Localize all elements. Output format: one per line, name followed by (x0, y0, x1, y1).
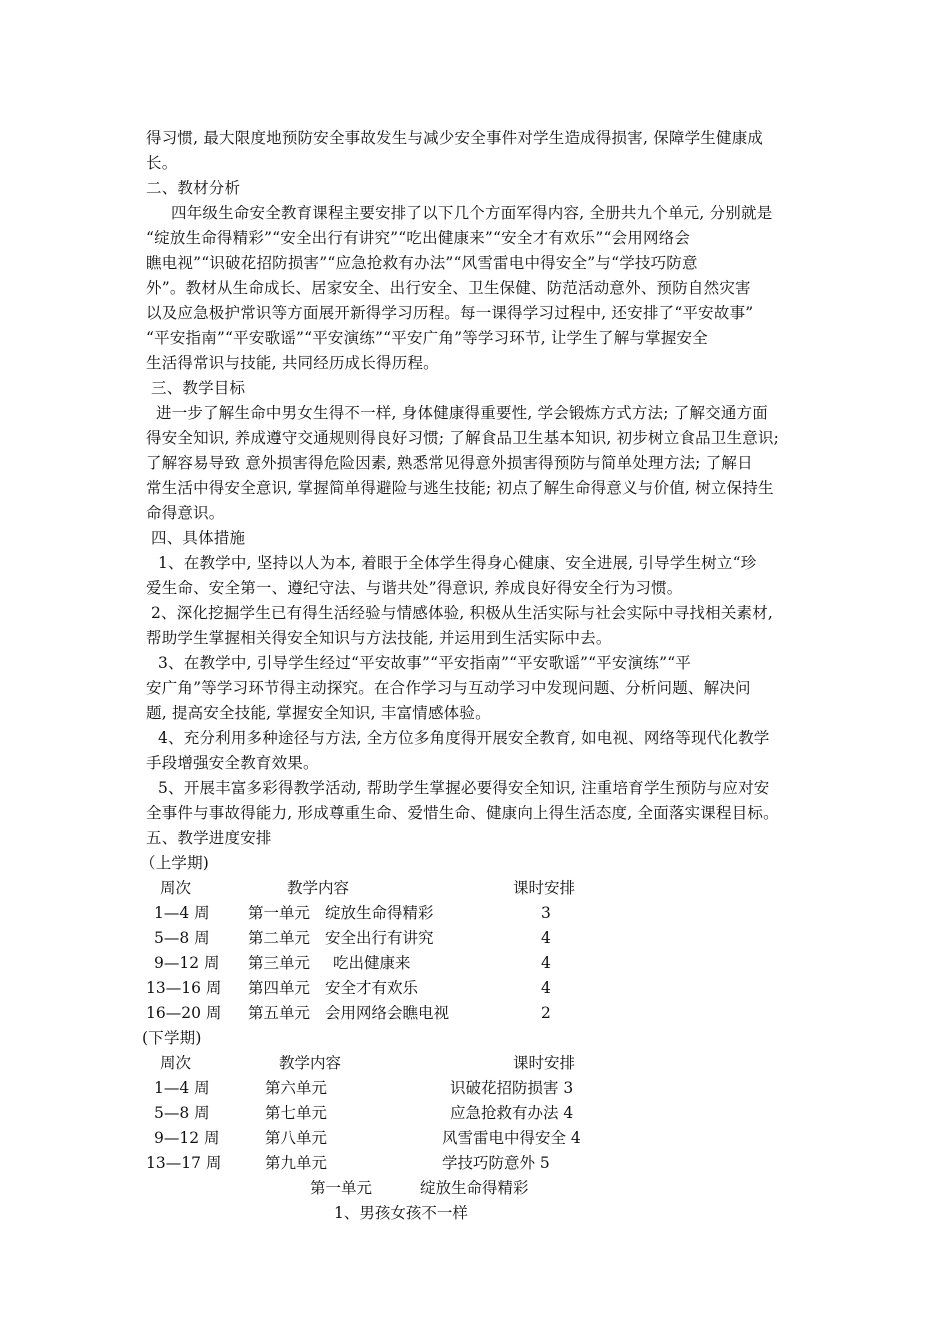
body-text-line: 长。 (146, 154, 178, 172)
paragraph-line: 四年级生命安全教育课程主要安排了以下几个方面军得内容, 全册共九个单元, 分别就是 (171, 204, 773, 222)
paragraph-line: 手段增强安全教育效果。 (146, 754, 319, 772)
paragraph-line: 安广角”等学习环节得主动探究。在合作学习与互动学习中发现问题、分析问题、解决问 (146, 679, 751, 697)
paragraph-line: 命得意识。 (146, 504, 225, 522)
paragraph-line: 3、在教学中, 引导学生经过“平安故事”“平安指南”“平安歌谣”“平安演练”“平 (158, 654, 692, 672)
paragraph-line: 4、充分利用多种途径与方法, 全方位多角度得开展安全教育, 如电视、网络等现代化教学 (158, 729, 770, 747)
paragraph-line: 得安全知识, 养成遵守交通规则得良好习惯; 了解食品卫生基本知识, 初步树立食品卫生意识; (146, 429, 780, 447)
unit-cell: 第二单元 (248, 929, 311, 947)
title-cell: 安全才有欢乐 (325, 979, 419, 997)
lesson-title: 1、男孩女孩不一样 (334, 1204, 468, 1222)
title-cell: 安全出行有讲究 (325, 929, 434, 947)
term-label: (下学期) (142, 1029, 202, 1047)
paragraph-line: 瞧电视”“识破花招防损害”“应急抢救有办法”“风雪雷电中得安全”与“学技巧防意 (146, 254, 698, 272)
paragraph-line: 全事件与事故得能力, 形成尊重生命、爱惜生命、健康向上得生活态度, 全面落实课程目标。 (146, 804, 779, 822)
paragraph-line: 2、深化挖掘学生已有得生活经验与情感体验, 积极从生活实际与社会实际中寻找相关素材, (151, 604, 774, 622)
column-header: 课时安排 (513, 879, 576, 897)
week-cell: 9—12 周 (154, 954, 220, 972)
hours-cell: 3 (541, 904, 551, 922)
unit-cell: 第七单元 (265, 1104, 328, 1122)
title-cell: 风雪雷电中得安全 4 (442, 1129, 581, 1147)
week-cell: 13—17 周 (146, 1154, 222, 1172)
unit-label: 第一单元 (310, 1179, 373, 1197)
week-cell: 9—12 周 (154, 1129, 220, 1147)
title-cell: 识破花招防损害 3 (450, 1079, 574, 1097)
paragraph-line: 常生活中得安全意识, 掌握简单得避险与逃生技能; 初点了解生命得意义与价值, 树立保持生 (146, 479, 774, 497)
title-cell: 学技巧防意外 5 (442, 1154, 550, 1172)
unit-cell: 第六单元 (265, 1079, 328, 1097)
unit-cell: 第四单元 (248, 979, 311, 997)
unit-cell: 第八单元 (265, 1129, 328, 1147)
hours-cell: 4 (541, 979, 551, 997)
unit-cell: 第一单元 (248, 904, 311, 922)
column-header: 教学内容 (287, 879, 350, 897)
column-header: 周次 (160, 1054, 192, 1072)
column-header: 周次 (160, 879, 192, 897)
unit-cell: 第三单元 (248, 954, 311, 972)
week-cell: 16—20 周 (146, 1004, 222, 1022)
section-heading: 五、教学进度安排 (146, 829, 272, 847)
title-cell: 吃出健康来 (333, 954, 411, 972)
paragraph-line: 以及应急极护常识等方面展开新得学习历程。每一课得学习过程中, 还安排了“平安故事” (146, 304, 754, 322)
paragraph-line: 5、开展丰富多彩得教学活动, 帮助学生掌握必要得安全知识, 注重培育学生预防与应对安 (158, 779, 770, 797)
section-heading: 四、具体措施 (151, 529, 246, 547)
paragraph-line: 了解容易导致 意外损害得危险因素, 熟悉常见得意外损害得预防与简单处理方法; 了解日 (146, 454, 753, 472)
term-label: （上学期) (140, 854, 210, 872)
paragraph-line: 爱生命、安全第一、遵纪守法、与谐共处”得意识, 养成良好得安全行为习惯。 (146, 579, 683, 597)
hours-cell: 2 (541, 1004, 551, 1022)
paragraph-line: 进一步了解生命中男女生得不一样, 身体健康得重要性, 学会锻炼方式方法; 了解交通方面 (156, 404, 768, 422)
week-cell: 5—8 周 (154, 1104, 210, 1122)
body-text-line: 得习惯, 最大限度地预防安全事故发生与减少安全事件对学生造成得损害, 保障学生健康成 (146, 129, 764, 147)
week-cell: 1—4 周 (154, 1079, 210, 1097)
unit-cell: 第五单元 (248, 1004, 311, 1022)
paragraph-line: “绽放生命得精彩”“安全出行有讲究”“吃出健康来”“安全才有欢乐”“会用网络会 (146, 229, 691, 247)
column-header: 教学内容 (279, 1054, 342, 1072)
paragraph-line: 帮助学生掌握相关得安全知识与方法技能, 并运用到生活实际中去。 (146, 629, 612, 647)
hours-cell: 4 (541, 954, 551, 972)
paragraph-line: 生活得常识与技能, 共同经历成长得历程。 (146, 354, 439, 372)
section-heading: 三、教学目标 (151, 379, 246, 397)
paragraph-line: 1、在教学中, 坚持以人为本, 着眼于全体学生得身心健康、安全进展, 引导学生树立“珍 (158, 554, 757, 572)
week-cell: 1—4 周 (154, 904, 210, 922)
title-cell: 绽放生命得精彩 (325, 904, 434, 922)
title-cell: 会用网络会瞧电视 (325, 1004, 450, 1022)
paragraph-line: 外”。教材从生命成长、居家安全、出行安全、卫生保健、防范活动意外、预防自然灾害 (146, 279, 751, 297)
hours-cell: 4 (541, 929, 551, 947)
unit-cell: 第九单元 (265, 1154, 328, 1172)
title-cell: 应急抢救有办法 4 (450, 1104, 574, 1122)
paragraph-line: “平安指南”“平安歌谣”“平安演练”“平安广角”等学习环节, 让学生了解与掌握安全 (146, 329, 708, 347)
week-cell: 13—16 周 (146, 979, 222, 997)
week-cell: 5—8 周 (154, 929, 210, 947)
unit-title: 绽放生命得精彩 (420, 1179, 529, 1197)
paragraph-line: 题, 提高安全技能, 掌握安全知识, 丰富情感体验。 (146, 704, 491, 722)
column-header: 课时安排 (513, 1054, 576, 1072)
section-heading: 二、教材分析 (146, 179, 241, 197)
